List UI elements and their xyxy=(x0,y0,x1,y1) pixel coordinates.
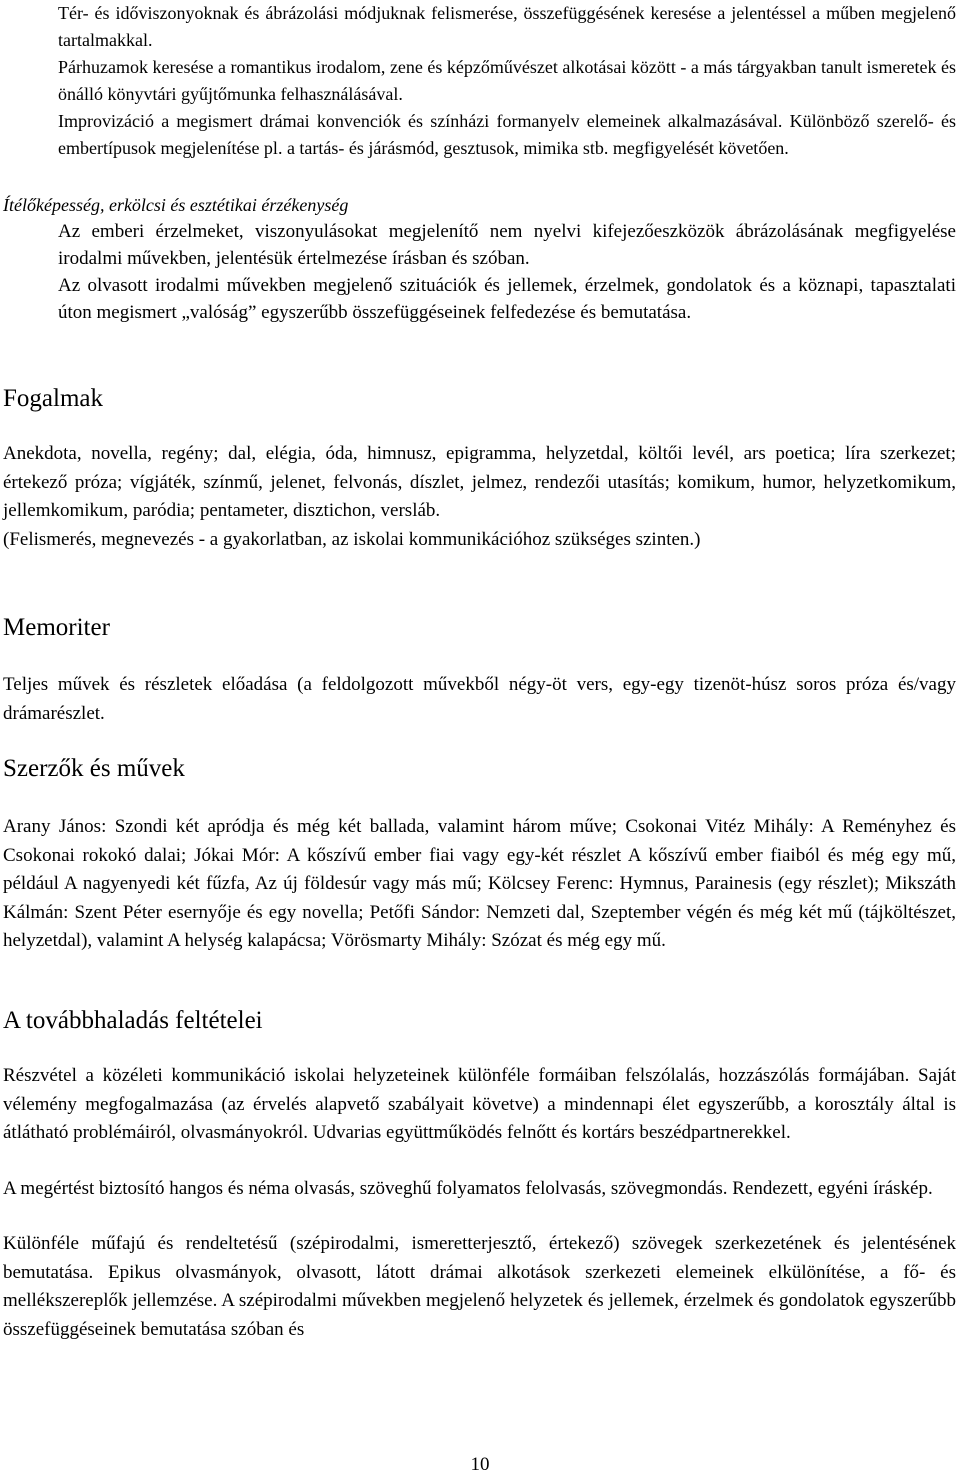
paragraph: Különféle műfajú és rendeltetésű (szépirodalmi, ismeretterjesztő, értekező) szövegek szerkezetének és jelentésének bemutatása. Epikus olvasmányok, olvasott, látott drámai alkotások szerkezeti elemeinek elkülönítése, a fő- és mellékszereplők jellemzése. A szépirodalmi művekben megjelenő helyzetek és jellemek, érzelmek és gondolatok egyszerűbb összefüggéseinek bemutatása szóban és xyxy=(3,1233,956,1340)
paragraph: Teljes művek és részletek előadása (a feldolgozott művekből négy-öt vers, egy-egy tizenöt-húsz soros próza és/vagy drámarészlet. xyxy=(3,674,956,724)
paragraph: Az emberi érzelmeket, viszonyulásokat megjelenítő nem nyelvi kifejezőeszközök ábrázolásának megfigyelése irodalmi művekben, jelentésük értelmezése írásban és szóban. xyxy=(58,221,956,269)
paragraph: Improvizáció a megismert drámai konvenciók és színházi formanyelv elemeinek alkalmazásával. Különböző szerelő- és embertípusok megjelenítése pl. a tartás- és járásmód, gesztusok, mimika stb. megfigyelését követően. xyxy=(58,111,956,158)
paragraph: Részvétel a közéleti kommunikáció iskolai helyzeteinek különféle formáiban felszólalás, hozzászólás formájában. Saját vélemény megfogalmazása (az érvelés alapvető szabályait követve) a mindennapi élet egyszerűbb, a korosztály által is átlátható problémáiról, olvasmányokról. Udvarias együttműködés felnőtt és kortárs beszédpartnerekkel. xyxy=(3,1065,956,1143)
paragraph: Anekdota, novella, regény; dal, elégia, óda, himnusz, epigramma, helyzetdal, költői levél, ars poetica; líra szerkezet; értekező próza; vígjáték, színmű, jelenet, felvonás, díszlet, jelmez, rendezői utasítás; komikum, humor, helyzetkomikum, jellemkomikum, paródia; pentameter, disztichon, versláb. xyxy=(3,443,956,521)
section-heading-szerzok: Szerzők és művek xyxy=(3,755,185,782)
section-heading-fogalmak: Fogalmak xyxy=(3,385,103,412)
szerzok-section xyxy=(3,813,956,956)
paragraph: (Felismerés, megnevezés - a gyakorlatban, az iskolai kommunikációhoz szükséges szinten.) xyxy=(3,528,701,550)
tovabbhaladas-section xyxy=(3,1062,956,1344)
memoriter-section xyxy=(3,671,956,728)
subheading: Ítélőképesség, erkölcsi és esztétikai érzékenység xyxy=(3,195,349,215)
paragraph: A megértést biztosító hangos és néma olvasás, szöveghű folyamatos felolvasás, szövegmondás. Rendezett, egyéni íráskép. xyxy=(3,1177,933,1199)
paragraph: Párhuzamok keresése a romantikus irodalom, zene és képzőművészet alkotásai között - a más tárgyakban tanult ismeretek és önálló könyvtári gyűjtőmunka felhasználásával. xyxy=(58,57,956,104)
section-heading-memoriter: Memoriter xyxy=(3,614,110,641)
page-number: 10 xyxy=(470,1454,490,1475)
judgement-section xyxy=(58,218,956,326)
paragraph: Az olvasott irodalmi művekben megjelenő szituációk és jellemek, érzelmek, gondolatok és a köznapi, tapasztalati úton megismert „valóság” egyszerűbb összefüggéseinek felfedezése és bemutatása. xyxy=(58,275,956,323)
section-heading-tovabbhaladas: A továbbhaladás feltételei xyxy=(3,1007,263,1034)
paragraph: Tér- és időviszonyoknak és ábrázolási módjuknak felismerése, összefüggésének keresése a jelentéssel a műben megjelenő tartalmakkal. xyxy=(58,3,956,50)
intro-section xyxy=(58,0,956,162)
fogalmak-section xyxy=(3,440,956,554)
paragraph: Arany János: Szondi két apródja és még két ballada, valamint három műve; Csokonai Vitéz Mihály: A Reményhez és Csokonai rokokó dalai; Jókai Mór: A kőszívű ember fiai vagy egy-két részlet A kőszívű ember fiaiból és még egy mű, például A nagyenyedi két fűzfa, Az új földesúr vagy más mű; Kölcsey Ferenc: Hymnus, Parainesis (egy részlet); Mikszáth Kálmán: Szent Péter esernyője és egy novella; Petőfi Sándor: Nemzeti dal, Szeptember végén és még két mű (tájköltészet, helyzetdal), valamint A helység kalapácsa; Vörösmarty Mihály: Szózat és még egy mű. xyxy=(3,816,956,951)
